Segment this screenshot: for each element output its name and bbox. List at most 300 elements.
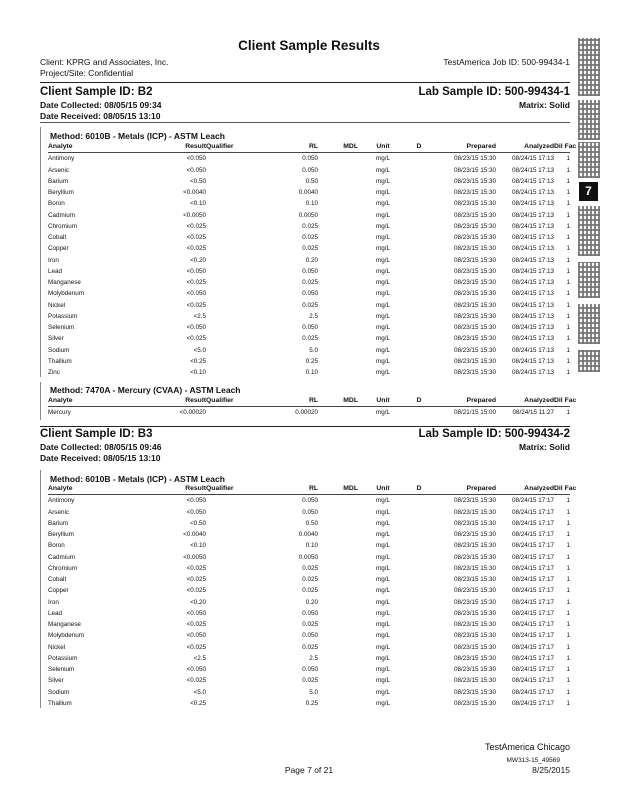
cell-d [408, 322, 430, 333]
cell-qualifier [206, 619, 250, 630]
cell-analyzed: 08/24/15 17:17 [511, 688, 554, 696]
cell-rl: 0.025 [302, 301, 318, 309]
cell-rl: 0.25 [305, 699, 318, 707]
table-row [48, 210, 570, 221]
cell-rl: 0.025 [302, 234, 318, 242]
cell-result: <0.050 [186, 666, 206, 674]
cell-analyte: Iron [48, 256, 59, 264]
cell-prepared: 08/23/15 15:30 [453, 335, 496, 343]
cell-result: <0.00020 [179, 409, 206, 417]
cell-result: <2.5 [193, 312, 206, 320]
cell-unit: mg/L [376, 609, 390, 617]
cell-dilfac: 1 [566, 553, 570, 561]
cell-rl: 0.050 [302, 497, 318, 505]
cell-qualifier [206, 540, 250, 551]
cell-rl: 0.0050 [298, 553, 318, 561]
column-header-prepared: Prepared [466, 485, 496, 493]
cell-result: <0.0050 [183, 553, 206, 561]
cell-unit: mg/L [376, 497, 390, 505]
cell-analyte: Potassium [48, 654, 78, 662]
cell-qualifier [206, 642, 250, 653]
cell-qualifier [206, 198, 250, 209]
cell-dilfac: 1 [566, 598, 570, 606]
lab-sample-id: Lab Sample ID: 500-99434-2 [418, 428, 570, 440]
cell-rl: 0.0040 [298, 531, 318, 539]
qr-code-icon [578, 262, 600, 298]
cell-mdl [318, 608, 358, 619]
cell-qualifier [206, 311, 250, 322]
cell-rl: 0.050 [302, 290, 318, 298]
cell-analyzed: 08/24/15 17:13 [511, 346, 554, 354]
cell-analyzed: 08/24/15 17:13 [511, 177, 554, 185]
cell-dilfac: 1 [566, 335, 570, 343]
cell-rl: 0.025 [302, 222, 318, 230]
column-header-d: D [416, 143, 422, 151]
cell-analyzed: 08/24/15 17:13 [511, 200, 554, 208]
cell-analyte: Sodium [48, 688, 70, 696]
cell-result: <0.20 [190, 598, 206, 606]
table-row [48, 518, 570, 529]
cell-d [408, 630, 430, 641]
cell-d [408, 187, 430, 198]
column-header-result: Result [185, 143, 206, 151]
cell-rl: 0.50 [305, 519, 318, 527]
cell-analyte: Barium [48, 519, 68, 527]
cell-analyte: Thallium [48, 357, 72, 365]
column-header-unit: Unit [376, 397, 390, 405]
cell-analyzed: 08/24/15 17:17 [511, 677, 554, 685]
qr-code-icon [578, 304, 600, 344]
cell-analyzed: 08/24/15 17:13 [511, 166, 554, 174]
date-collected: Date Collected: 08/05/15 09:46 [40, 442, 162, 452]
cell-analyte: Barium [48, 177, 68, 185]
cell-prepared: 08/23/15 15:30 [453, 576, 496, 584]
cell-result: <0.025 [186, 587, 206, 595]
cell-prepared: 08/21/15 15:00 [453, 409, 496, 417]
cell-analyzed: 08/24/15 17:13 [511, 222, 554, 230]
cell-d [408, 518, 430, 529]
cell-prepared: 08/23/15 15:30 [453, 234, 496, 242]
cell-dilfac: 1 [566, 211, 570, 219]
cell-analyte: Iron [48, 598, 59, 606]
column-header-mdl: MDL [343, 143, 358, 151]
cell-d [408, 495, 430, 507]
cell-result: <0.20 [190, 256, 206, 264]
project-site: Project/Site: Confidential [40, 68, 134, 78]
table-row [48, 198, 570, 209]
cell-qualifier [206, 322, 250, 333]
cell-prepared: 08/23/15 15:30 [453, 369, 496, 377]
column-header-analyzed: Analyzed [524, 397, 554, 405]
table-row [48, 574, 570, 585]
cell-d [408, 356, 430, 367]
cell-qualifier [206, 367, 250, 378]
cell-prepared: 08/23/15 15:30 [453, 632, 496, 640]
divider [40, 82, 570, 83]
table-row [48, 495, 570, 507]
cell-prepared: 08/23/15 15:30 [453, 621, 496, 629]
cell-qualifier [206, 698, 250, 709]
cell-unit: mg/L [376, 564, 390, 572]
cell-prepared: 08/23/15 15:30 [453, 189, 496, 197]
cell-rl: 0.050 [302, 324, 318, 332]
cell-d [408, 563, 430, 574]
cell-prepared: 08/23/15 15:30 [453, 508, 496, 516]
cell-qualifier [206, 630, 250, 641]
cell-rl: 0.025 [302, 245, 318, 253]
cell-d [408, 345, 430, 356]
cell-dilfac: 1 [566, 497, 570, 505]
cell-unit: mg/L [376, 256, 390, 264]
cell-prepared: 08/23/15 15:30 [453, 699, 496, 707]
cell-result: <0.025 [186, 335, 206, 343]
cell-qualifier [206, 653, 250, 664]
cell-d [408, 698, 430, 709]
cell-unit: mg/L [376, 531, 390, 539]
cell-d [408, 608, 430, 619]
cell-mdl [318, 529, 358, 540]
cell-prepared: 08/23/15 15:30 [453, 357, 496, 365]
cell-mdl [318, 563, 358, 574]
cell-dilfac: 1 [566, 267, 570, 275]
cell-prepared: 08/23/15 15:30 [453, 346, 496, 354]
method-title: Method: 6010B - Metals (ICP) - ASTM Leach [50, 474, 225, 484]
cell-result: <0.050 [186, 267, 206, 275]
cell-analyte: Nickel [48, 643, 66, 651]
cell-d [408, 597, 430, 608]
cell-unit: mg/L [376, 677, 390, 685]
cell-d [408, 619, 430, 630]
divider [40, 122, 570, 123]
cell-result: <0.050 [186, 155, 206, 163]
cell-analyzed: 08/24/15 17:17 [511, 643, 554, 651]
cell-unit: mg/L [376, 324, 390, 332]
cell-dilfac: 1 [566, 290, 570, 298]
table-row [48, 653, 570, 664]
cell-rl: 0.025 [302, 564, 318, 572]
cell-rl: 0.050 [302, 632, 318, 640]
cell-analyte: Silver [48, 677, 64, 685]
report-date: 8/25/2015 [532, 765, 570, 775]
cell-analyte: Cobalt [48, 234, 67, 242]
cell-unit: mg/L [376, 553, 390, 561]
cell-analyte: Boron [48, 542, 65, 550]
cell-result: <0.050 [186, 609, 206, 617]
cell-unit: mg/L [376, 346, 390, 354]
cell-prepared: 08/23/15 15:30 [453, 564, 496, 572]
cell-rl: 0.050 [302, 166, 318, 174]
cell-d [408, 675, 430, 686]
cell-unit: mg/L [376, 688, 390, 696]
column-header-unit: Unit [376, 485, 390, 493]
table-row [48, 608, 570, 619]
cell-rl: 2.5 [309, 654, 318, 662]
cell-mdl [318, 210, 358, 221]
cell-analyte: Beryllium [48, 189, 74, 197]
cell-prepared: 08/23/15 15:30 [453, 290, 496, 298]
cell-rl: 0.10 [305, 200, 318, 208]
column-header-rl: RL [308, 143, 318, 151]
cell-analyte: Cadmium [48, 211, 75, 219]
cell-analyte: Arsenic [48, 166, 69, 174]
cell-mdl [318, 311, 358, 322]
cell-analyzed: 08/24/15 17:13 [511, 245, 554, 253]
cell-qualifier [206, 552, 250, 563]
cell-result: <0.10 [190, 200, 206, 208]
cell-unit: mg/L [376, 357, 390, 365]
cell-unit: mg/L [376, 654, 390, 662]
cell-dilfac: 1 [566, 542, 570, 550]
cell-analyzed: 08/24/15 17:13 [511, 357, 554, 365]
page-tab-marker: 7 [579, 182, 598, 201]
cell-analyzed: 08/24/15 17:13 [511, 335, 554, 343]
cell-result: <0.50 [190, 519, 206, 527]
cell-rl: 0.025 [302, 576, 318, 584]
cell-unit: mg/L [376, 211, 390, 219]
cell-analyte: Thallium [48, 699, 72, 707]
results-table [48, 483, 577, 709]
cell-result: <0.025 [186, 245, 206, 253]
qr-code-icon [578, 206, 600, 256]
method-title: Method: 6010B - Metals (ICP) - ASTM Leach [50, 131, 225, 141]
column-header-qualifier: Qualifier [206, 397, 234, 405]
method-title: Method: 7470A - Mercury (CVAA) - ASTM Leach [50, 385, 241, 395]
table-row [48, 529, 570, 540]
cell-analyzed: 08/24/15 17:17 [511, 531, 554, 539]
cell-analyzed: 08/24/15 17:17 [511, 519, 554, 527]
page-number: Page 7 of 21 [284, 765, 334, 775]
cell-mdl [318, 698, 358, 709]
cell-dilfac: 1 [566, 279, 570, 287]
sample-id: Client Sample ID: B2 [40, 86, 153, 98]
table-row [48, 552, 570, 563]
cell-mdl [318, 356, 358, 367]
column-header-unit: Unit [376, 143, 390, 151]
cell-analyzed: 08/24/15 17:13 [511, 256, 554, 264]
cell-dilfac: 1 [566, 369, 570, 377]
cell-mdl [318, 630, 358, 641]
table-row [48, 345, 570, 356]
divider [40, 426, 570, 427]
cell-result: <0.050 [186, 632, 206, 640]
cell-analyzed: 08/24/15 17:17 [511, 666, 554, 674]
column-header-rl: RL [308, 397, 318, 405]
cell-qualifier [206, 356, 250, 367]
cell-analyzed: 08/24/15 17:17 [511, 564, 554, 572]
cell-unit: mg/L [376, 301, 390, 309]
cell-prepared: 08/23/15 15:30 [453, 609, 496, 617]
column-header-analyzed: Analyzed [524, 485, 554, 493]
cell-analyzed: 08/24/15 17:17 [511, 598, 554, 606]
cell-rl: 0.00020 [295, 409, 318, 417]
cell-prepared: 08/23/15 15:30 [453, 256, 496, 264]
cell-prepared: 08/23/15 15:30 [453, 166, 496, 174]
cell-mdl [318, 367, 358, 378]
cell-qualifier [206, 277, 250, 288]
cell-rl: 2.5 [309, 312, 318, 320]
cell-qualifier [206, 529, 250, 540]
cell-rl: 0.025 [302, 621, 318, 629]
cell-qualifier [206, 407, 250, 419]
cell-unit: mg/L [376, 200, 390, 208]
column-header-qualifier: Qualifier [206, 485, 234, 493]
table-row [48, 619, 570, 630]
cell-analyte: Molybdenum [48, 632, 85, 640]
cell-rl: 0.050 [302, 267, 318, 275]
cell-analyte: Mercury [48, 409, 71, 417]
cell-mdl [318, 585, 358, 596]
cell-mdl [318, 687, 358, 698]
cell-unit: mg/L [376, 643, 390, 651]
cell-mdl [318, 198, 358, 209]
cell-d [408, 198, 430, 209]
cell-mdl [318, 552, 358, 563]
column-header-result: Result [185, 485, 206, 493]
cell-mdl [318, 288, 358, 299]
sample-id: Client Sample ID: B3 [40, 428, 153, 440]
cell-unit: mg/L [376, 508, 390, 516]
cell-mdl [318, 664, 358, 675]
cell-mdl [318, 153, 358, 165]
cell-d [408, 574, 430, 585]
cell-prepared: 08/23/15 15:30 [453, 301, 496, 309]
cell-rl: 0.025 [302, 643, 318, 651]
cell-analyzed: 08/24/15 17:13 [511, 369, 554, 377]
table-row [48, 675, 570, 686]
cell-analyzed: 08/24/15 17:13 [511, 290, 554, 298]
cell-analyte: Antimony [48, 155, 75, 163]
cell-analyzed: 08/24/15 17:13 [511, 155, 554, 163]
cell-prepared: 08/23/15 15:30 [453, 688, 496, 696]
cell-analyzed: 08/24/15 17:13 [511, 189, 554, 197]
cell-d [408, 288, 430, 299]
cell-result: <0.25 [190, 357, 206, 365]
cell-analyzed: 08/24/15 17:13 [511, 324, 554, 332]
column-header-dilfac: Dil Fac [554, 485, 577, 493]
column-header-prepared: Prepared [466, 397, 496, 405]
cell-mdl [318, 518, 358, 529]
cell-qualifier [206, 518, 250, 529]
column-header-analyte: Analyte [48, 485, 73, 493]
cell-analyzed: 08/24/15 17:17 [511, 497, 554, 505]
column-header-dilfac: Dil Fac [554, 397, 577, 405]
cell-prepared: 08/23/15 15:30 [453, 312, 496, 320]
cell-analyte: Selenium [48, 666, 75, 674]
cell-analyte: Chromium [48, 222, 78, 230]
cell-dilfac: 1 [566, 245, 570, 253]
cell-qualifier [206, 165, 250, 176]
cell-result: <0.050 [186, 166, 206, 174]
cell-mdl [318, 232, 358, 243]
cell-d [408, 243, 430, 254]
cell-qualifier [206, 563, 250, 574]
cell-analyte: Cadmium [48, 553, 75, 561]
cell-prepared: 08/23/15 15:30 [453, 155, 496, 163]
cell-unit: mg/L [376, 177, 390, 185]
cell-dilfac: 1 [566, 576, 570, 584]
cell-dilfac: 1 [566, 409, 570, 417]
cell-prepared: 08/23/15 15:30 [453, 587, 496, 595]
cell-analyzed: 08/24/15 17:17 [511, 508, 554, 516]
table-row [48, 300, 570, 311]
cell-analyte: Manganese [48, 621, 81, 629]
cell-mdl [318, 221, 358, 232]
cell-result: <0.10 [190, 542, 206, 550]
cell-qualifier [206, 608, 250, 619]
cell-qualifier [206, 507, 250, 518]
cell-qualifier [206, 597, 250, 608]
column-header-analyzed: Analyzed [524, 143, 554, 151]
cell-analyzed: 08/24/15 17:13 [511, 301, 554, 309]
cell-result: <5.0 [193, 688, 206, 696]
cell-dilfac: 1 [566, 166, 570, 174]
cell-prepared: 08/23/15 15:30 [453, 519, 496, 527]
cell-unit: mg/L [376, 598, 390, 606]
table-row [48, 333, 570, 344]
table-row [48, 356, 570, 367]
job-id: TestAmerica Job ID: 500-99434-1 [443, 57, 570, 67]
cell-analyte: Copper [48, 587, 69, 595]
cell-result: <0.0040 [183, 189, 206, 197]
cell-dilfac: 1 [566, 346, 570, 354]
column-header-qualifier: Qualifier [206, 143, 234, 151]
cell-analyte: Arsenic [48, 508, 69, 516]
cell-unit: mg/L [376, 632, 390, 640]
cell-result: <0.050 [186, 324, 206, 332]
table-row [48, 563, 570, 574]
cell-qualifier [206, 221, 250, 232]
cell-qualifier [206, 255, 250, 266]
cell-prepared: 08/23/15 15:30 [453, 497, 496, 505]
cell-qualifier [206, 345, 250, 356]
cell-dilfac: 1 [566, 155, 570, 163]
column-header-analyte: Analyte [48, 397, 73, 405]
cell-dilfac: 1 [566, 531, 570, 539]
cell-d [408, 552, 430, 563]
cell-qualifier [206, 687, 250, 698]
cell-unit: mg/L [376, 166, 390, 174]
cell-analyzed: 08/24/15 17:13 [511, 312, 554, 320]
table-row [48, 232, 570, 243]
cell-result: <0.025 [186, 621, 206, 629]
cell-unit: mg/L [376, 519, 390, 527]
cell-dilfac: 1 [566, 357, 570, 365]
cell-unit: mg/L [376, 666, 390, 674]
cell-qualifier [206, 574, 250, 585]
cell-qualifier [206, 243, 250, 254]
cell-prepared: 08/23/15 15:30 [453, 177, 496, 185]
table-row [48, 540, 570, 551]
cell-analyzed: 08/24/15 17:13 [511, 267, 554, 275]
cell-dilfac: 1 [566, 677, 570, 685]
cell-qualifier [206, 210, 250, 221]
client-name: Client: KPRG and Associates, Inc. [40, 57, 169, 67]
cell-mdl [318, 243, 358, 254]
date-received: Date Received: 08/05/15 13:10 [40, 111, 161, 121]
cell-qualifier [206, 664, 250, 675]
cell-result: <0.025 [186, 643, 206, 651]
column-header-analyte: Analyte [48, 143, 73, 151]
cell-qualifier [206, 176, 250, 187]
cell-mdl [318, 187, 358, 198]
cell-d [408, 176, 430, 187]
table-row [48, 322, 570, 333]
cell-d [408, 221, 430, 232]
cell-rl: 0.0040 [298, 189, 318, 197]
cell-dilfac: 1 [566, 699, 570, 707]
cell-rl: 5.0 [309, 346, 318, 354]
cell-rl: 0.025 [302, 677, 318, 685]
